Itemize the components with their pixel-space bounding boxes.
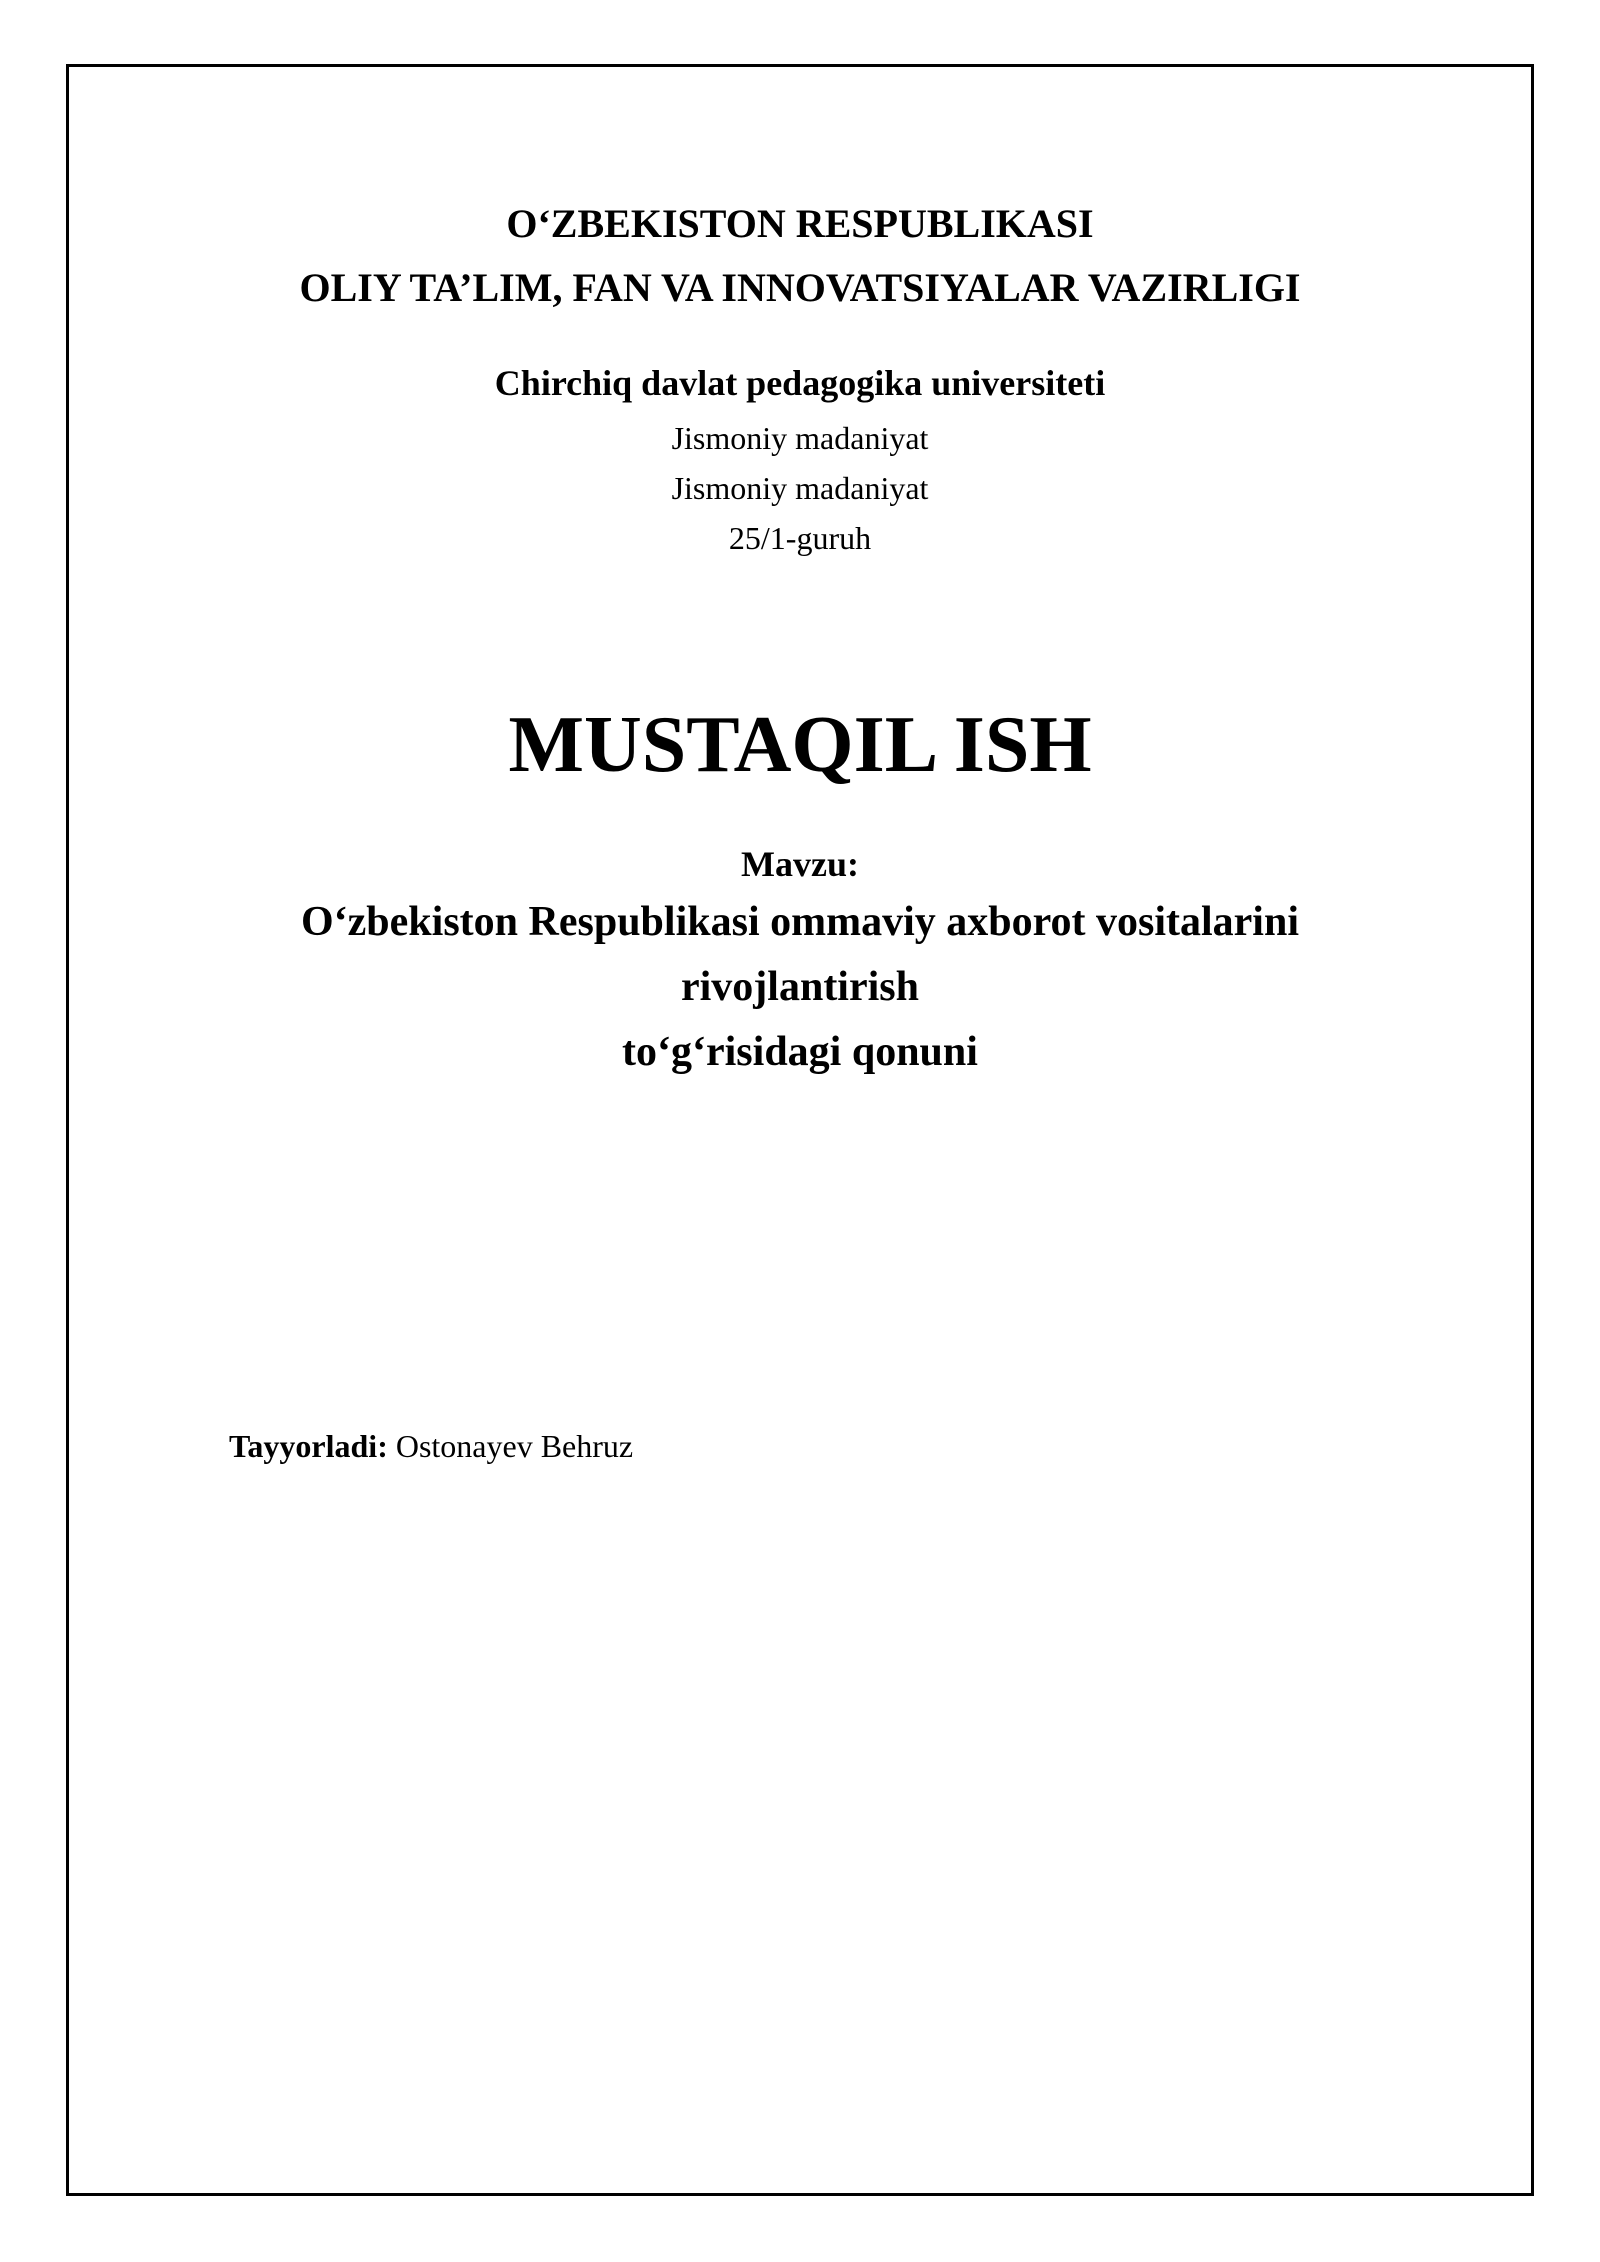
topic-label: Mavzu:: [741, 844, 859, 884]
topic-line-3: to‘g‘risidagi qonuni: [622, 1029, 978, 1075]
ministry-line-2: OLIY TA’LIM, FAN VA INNOVATSIYALAR VAZIRLIGI: [299, 265, 1301, 310]
author-label: Tayyorladi:: [229, 1428, 388, 1464]
topic-line-1: O‘zbekiston Respublikasi ommaviy axborot vositalarini: [301, 899, 1299, 945]
department-line-2: Jismoniy madaniyat: [671, 470, 929, 506]
department-line-1: Jismoniy madaniyat: [671, 420, 929, 456]
author-line: [229, 1428, 633, 1465]
group-label: 25/1-guruh: [728, 520, 872, 556]
topic-line-2: rivojlantirish: [681, 964, 919, 1010]
ministry-line-1: O‘ZBEKISTON RESPUBLIKASI: [506, 201, 1094, 246]
author-name: Ostonayev Behruz: [395, 1428, 634, 1464]
document-title: MUSTAQIL ISH: [508, 701, 1092, 789]
university-name: Chirchiq davlat pedagogika universiteti: [494, 363, 1106, 403]
